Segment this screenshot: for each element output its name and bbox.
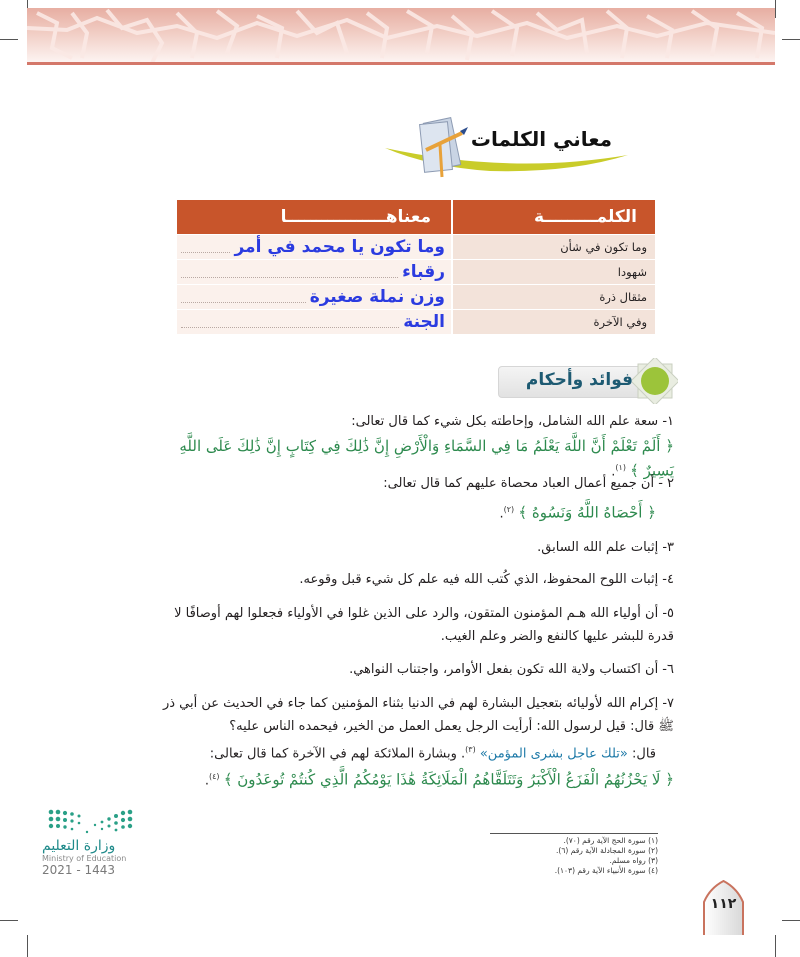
footnote-ref: (٤) bbox=[209, 772, 220, 782]
benefit-text: ٥- أن أولياء الله هـم المؤمنون المتقون، والرد على الذين غلوا في الأولياء فجعلوا لهم أوصافًا لا قدرة للبشر عليها كالنفع والضر وعلم الغيب. bbox=[174, 606, 674, 644]
footnote: (١) سورة الحج الآية رقم (٧٠). bbox=[563, 836, 658, 845]
benefit-item-1: ١- سعة علم الله الشامل، وإحاطته بكل شيء كما قال تعالى: ﴿ أَلَمْ تَعْلَمْ أَنَّ اللَّهَ يَعْلَمُ مَا فِي السَّمَاءِ وَالْأَرْضِ إِنَّ ذَٰلِكَ فِي كِتَابٍ إِنَّ ذَٰلِكَ عَلَى اللَّهِ يَسِيرٌ ﴾ $^{(١)}$. bbox=[160, 412, 674, 482]
benefit-text: ٢ - أن جميع أعمال العباد محصاة عليهم كما قال تعالى: bbox=[383, 476, 674, 491]
word-cell: وما تكون في شأن bbox=[451, 235, 655, 259]
word-meanings-heading bbox=[370, 115, 640, 185]
meaning-answer: الجنة bbox=[403, 312, 445, 332]
page-number-badge bbox=[702, 880, 745, 935]
footnote: (٣) رواه مسلم. bbox=[609, 856, 658, 865]
meaning-answer: وما تكون يا محمد في أمر bbox=[234, 237, 445, 257]
benefits-title: فوائد وأحكام bbox=[525, 370, 633, 390]
quran-verse: ﴿ أَلَمْ تَعْلَمْ أَنَّ اللَّهَ يَعْلَمُ مَا فِي السَّمَاءِ وَالْأَرْضِ إِنَّ ذَٰلِكَ فِي كِتَابٍ إِنَّ ذَٰلِكَ عَلَى اللَّهِ يَسِيرٌ ﴾ bbox=[179, 437, 674, 480]
dotted-line bbox=[181, 242, 230, 253]
ministry-logo bbox=[42, 808, 162, 877]
footnote: (٢) سورة المجادلة الآية رقم (٦). bbox=[556, 846, 658, 855]
octagram-star-icon bbox=[632, 358, 678, 404]
decorative-header-banner bbox=[27, 8, 775, 63]
table-row bbox=[177, 284, 655, 309]
benefit-item-2: ٢ - أن جميع أعمال العباد محصاة عليهم كما قال تعالى: ﴿ أَحْصَاهُ اللَّهُ وَنَسُوهُ ﴾ $^{(٢)}$. bbox=[160, 474, 674, 524]
meaning-cell bbox=[177, 310, 451, 334]
column-header-word: الكلمـــــــــة bbox=[451, 200, 655, 234]
benefit-text: ١- سعة علم الله الشامل، وإحاطته بكل شيء كما قال تعالى: bbox=[351, 414, 674, 429]
meaning-cell bbox=[177, 285, 451, 309]
ministry-dots-icon bbox=[47, 808, 157, 838]
word-cell: مثقال ذرة bbox=[451, 285, 655, 309]
crop-mark bbox=[782, 920, 800, 921]
quran-verse: ﴿ أَحْصَاهُ اللَّهُ وَنَسُوهُ ﴾ bbox=[518, 503, 656, 522]
crop-mark bbox=[782, 39, 800, 40]
benefits-heading bbox=[498, 358, 678, 404]
word-cell: شهودا bbox=[451, 260, 655, 284]
benefit-item-6 bbox=[160, 660, 674, 680]
footnotes bbox=[490, 836, 658, 876]
dotted-line bbox=[181, 292, 306, 303]
benefit-item-3 bbox=[160, 538, 674, 558]
benefit-text: ٣- إثبات علم الله السابق. bbox=[537, 540, 674, 555]
benefit-text: ٦- أن اكتساب ولاية الله تكون بفعل الأوامر، واجتناب النواهي. bbox=[349, 662, 674, 677]
table-header bbox=[177, 200, 655, 234]
quran-verse: ﴿ لَا يَحْزُنُهُمُ الْفَزَعُ الْأَكْبَرُ وَتَتَلَقَّاهُمُ الْمَلَائِكَةُ هَٰذَا يَوْمُكُمُ الَّذِي كُنتُمْ تُوعَدُونَ ﴾ bbox=[223, 770, 674, 789]
crop-mark bbox=[775, 935, 776, 957]
table-row bbox=[177, 234, 655, 259]
column-header-meaning: معناهـــــــــــــــــا bbox=[280, 207, 431, 227]
meaning-answer: وزن نملة صغيرة bbox=[309, 287, 445, 307]
page-number: ١١٢ bbox=[710, 896, 737, 912]
crop-mark bbox=[0, 920, 18, 921]
benefit-text: ٧- إكرام الله لأوليائه بتعجيل البشارة لهم في الدنيا بثناء المؤمنين كما جاء في الحديث عن أبي ذر ﷺ قال: قيل لرسول الله: أرأيت الرجل يعمل العمل من الخير، فيحمده الناس عليه؟ bbox=[162, 696, 674, 734]
footnote: (٤) سورة الأنبياء الآية رقم (١٠٣). bbox=[554, 866, 658, 875]
meaning-answer: رقباء bbox=[402, 262, 445, 282]
footnote-divider bbox=[490, 833, 658, 834]
word-cell: وفي الآخرة bbox=[451, 310, 655, 334]
benefit-item-4 bbox=[160, 570, 674, 590]
ministry-name-en: Ministry of Education bbox=[42, 854, 127, 863]
hadith-quote: «تلك عاجل بشرى المؤمن» bbox=[479, 746, 628, 762]
crop-mark bbox=[775, 0, 776, 18]
vocabulary-table bbox=[177, 200, 655, 334]
footnote-ref: (١) bbox=[615, 463, 626, 472]
table-row bbox=[177, 259, 655, 284]
dotted-line bbox=[181, 267, 398, 278]
benefit-text: قال: bbox=[627, 746, 656, 762]
footnote-ref: (٣) bbox=[465, 745, 476, 754]
table-row bbox=[177, 309, 655, 334]
crop-mark bbox=[27, 935, 28, 957]
meaning-cell bbox=[177, 235, 451, 259]
benefit-item-7: ٧- إكرام الله لأوليائه بتعجيل البشارة لهم في الدنيا بثناء المؤمنين كما جاء في الحديث عن أبي ذر ﷺ قال: قيل لرسول الله: أرأيت الرجل يعمل العمل من الخير، فيحمده الناس عليه؟ قال: «تلك عاجل بشرى المؤمن» $^{(٣)}$. وبشارة الملائكة لهم في الآخرة كما قال تعالى: ﴿ لَا يَحْزُنُهُمُ الْفَزَعُ الْأَكْبَرُ وَتَتَلَقَّاهُمُ الْمَلَائِكَةُ هَٰذَا يَوْمُكُمُ الَّذِي كُنتُمْ تُوعَدُونَ ﴾ $^{(٤)}$. bbox=[160, 692, 674, 793]
ministry-name-ar: وزارة التعليم bbox=[42, 838, 116, 854]
meaning-cell bbox=[177, 260, 451, 284]
benefit-text: . وبشارة الملائكة لهم في الآخرة كما قال تعالى: bbox=[209, 746, 466, 762]
header-rule bbox=[27, 62, 775, 65]
benefit-text: ٤- إثبات اللوح المحفوظ، الذي كُتب الله فيه علم كل شيء قبل وقوعه. bbox=[299, 572, 674, 587]
benefit-item-5 bbox=[160, 602, 674, 648]
dotted-line bbox=[181, 317, 399, 328]
crop-mark bbox=[0, 39, 18, 40]
section-title: معاني الكلمات bbox=[470, 127, 612, 151]
footnote-ref: (٢) bbox=[503, 505, 515, 514]
edition-year: 2021 - 1443 bbox=[42, 863, 116, 877]
